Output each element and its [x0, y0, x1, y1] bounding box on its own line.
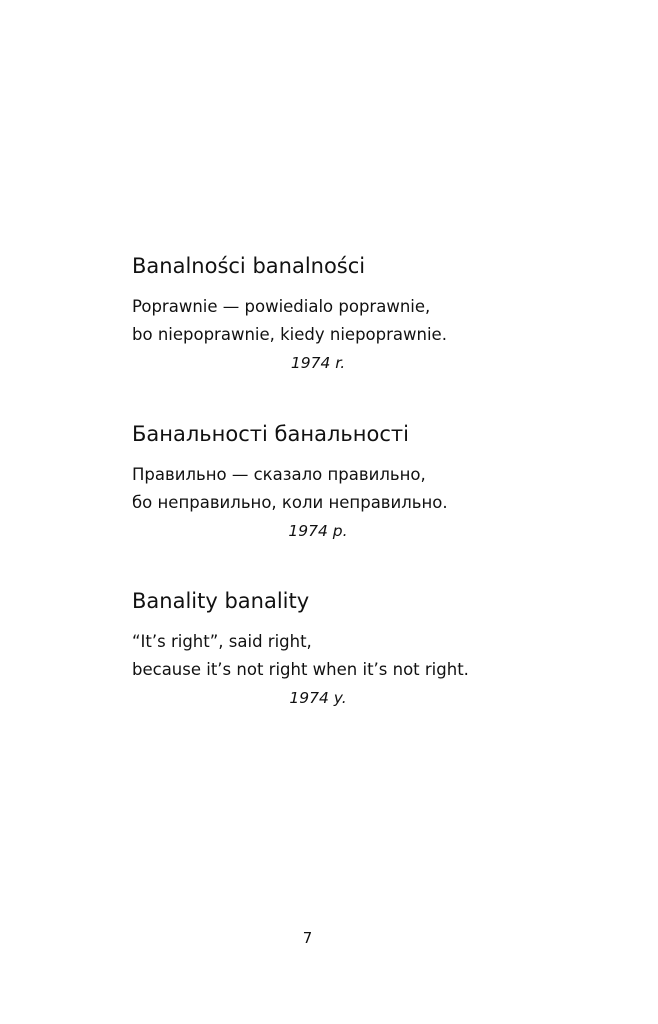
poem-line: because it’s not right when it’s not right.: [132, 660, 469, 679]
poem-english: [132, 588, 552, 707]
poem-ukrainian: [132, 421, 552, 540]
poem-line: Правильно — сказало правильно,: [132, 465, 426, 484]
page-number: 7: [302, 929, 313, 947]
poem-line: Poprawnie — powiedialo poprawnie,: [132, 297, 431, 316]
poem-line: bo niepoprawnie, kiedy niepoprawnie.: [132, 325, 447, 344]
poem-body: [132, 293, 552, 349]
poem-polish: [132, 253, 552, 372]
poem-title: Банальності банальності: [132, 422, 409, 446]
poem-title: Banality banality: [132, 589, 310, 613]
poem-line: бо неправильно, коли неправильно.: [132, 493, 448, 512]
poem-body: [132, 628, 552, 684]
poem-date: 1974 y.: [289, 689, 347, 707]
poem-date: 1974 r.: [290, 354, 346, 372]
poem-body: [132, 461, 552, 517]
poem-line: “It’s right”, said right,: [132, 632, 312, 651]
poem-title: Banalności banalności: [132, 254, 366, 278]
poem-date: 1974 р.: [288, 522, 348, 540]
